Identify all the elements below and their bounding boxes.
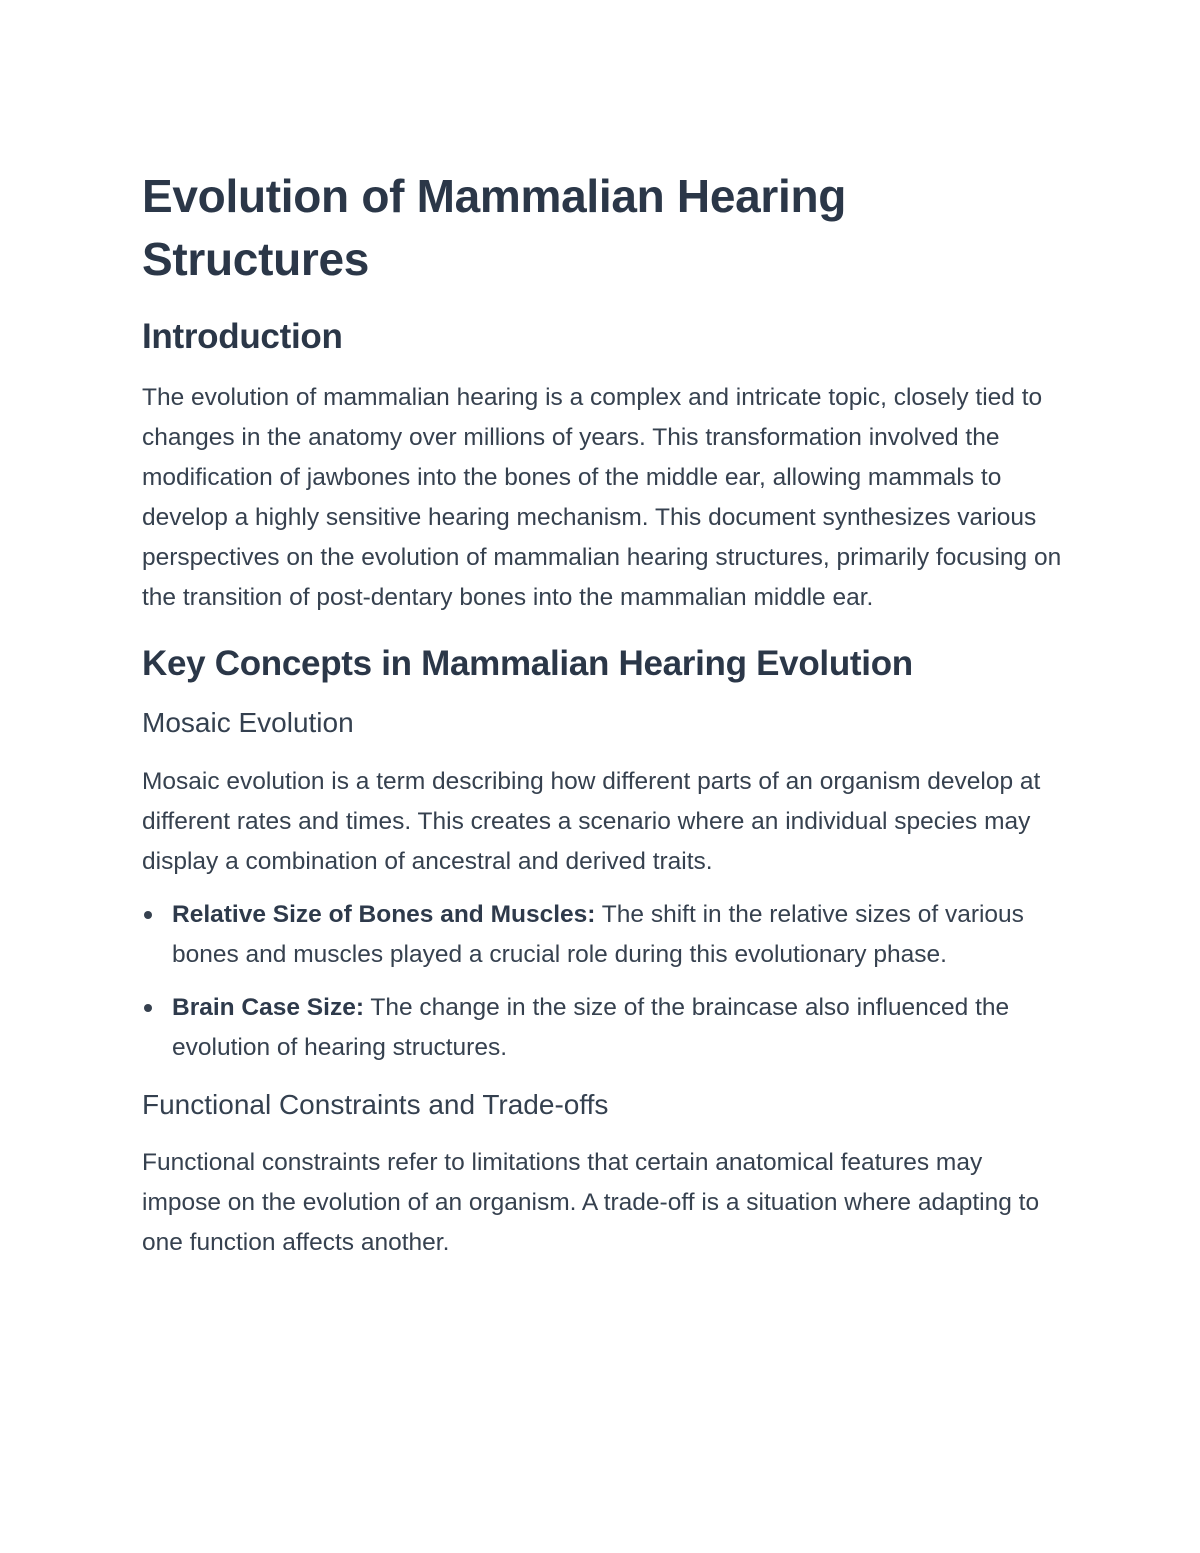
document-title: Evolution of Mammalian Hearing Structures <box>142 170 847 285</box>
introduction-paragraph: The evolution of mammalian hearing is a complex and intricate topic, closely tied to changes in the anatomy over millions of years. This transformation involved the modification of jawbones into the bones of the middle ear, allowing mammals to develop a highly sensitive hearing mechanism. This document synthesizes various perspectives on the evolution of mammalian hearing structures, primarily focusing on the transition of post-dentary bones into the mammalian middle ear. <box>142 384 1062 611</box>
mosaic-evolution-paragraph: Mosaic evolution is a term describing how different parts of an organism develop at different rates and times. This creates a scenario where an individual species may display a combination of ancestral and derived traits. <box>142 768 1041 875</box>
introduction-heading: Introduction <box>142 317 343 356</box>
key-concepts-heading: Key Concepts in Mammalian Hearing Evolution <box>142 644 913 683</box>
bullet-term: Brain Case Size: <box>172 994 364 1021</box>
bullet-term: Relative Size of Bones and Muscles: <box>172 901 596 928</box>
mosaic-bullet-list <box>142 895 1062 1068</box>
bullet-text: The shift in the relative sizes of various bones and muscles played a crucial role during this evolutionary phase. <box>172 901 1024 968</box>
bullet-item-relative-size <box>142 895 1062 975</box>
bullet-dot-icon <box>144 911 152 919</box>
document-page <box>142 165 1062 1263</box>
bullet-item-brain-case <box>142 988 1062 1068</box>
bullet-dot-icon <box>144 1004 152 1012</box>
bullet-text: The change in the size of the braincase also influenced the evolution of hearing structures. <box>172 994 1010 1061</box>
functional-constraints-heading: Functional Constraints and Trade-offs <box>142 1089 609 1120</box>
functional-constraints-paragraph: Functional constraints refer to limitations that certain anatomical features may impose on the evolution of an organism. A trade-off is a situation where adapting to one function affects another. <box>142 1149 1040 1256</box>
mosaic-evolution-heading: Mosaic Evolution <box>142 707 354 738</box>
